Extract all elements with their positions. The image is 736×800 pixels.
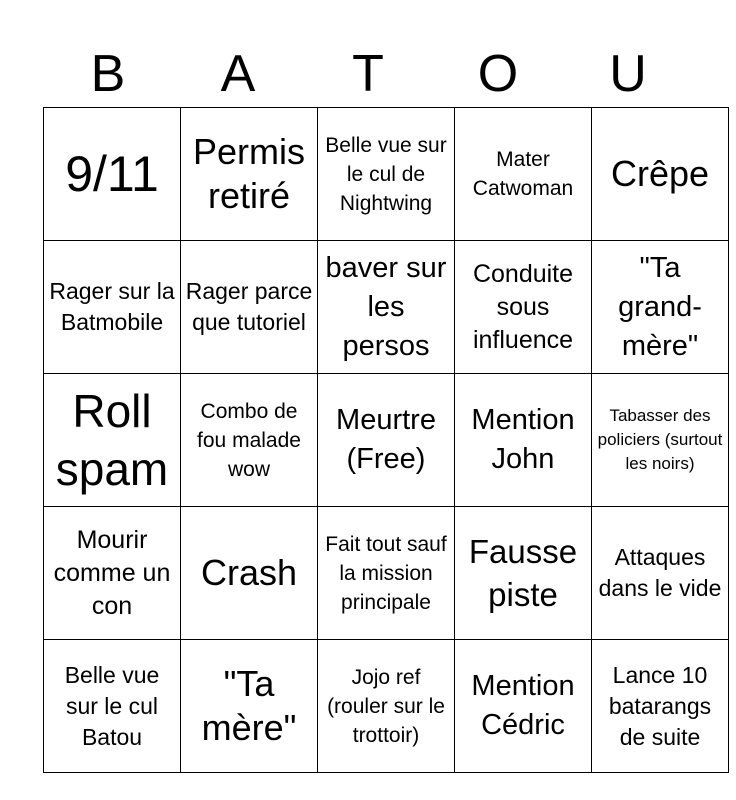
bingo-cell[interactable] [318, 241, 455, 374]
header-letter-a: A [220, 45, 256, 103]
cell-label: Attaques dans le vide [598, 544, 722, 601]
bingo-cell[interactable] [318, 507, 455, 640]
cell-label: Roll spam [55, 385, 169, 495]
bingo-cell[interactable] [318, 640, 455, 773]
cell-label: Rager parce que tutoriel [185, 278, 313, 335]
cell-label: Lance 10 batarangs de suite [608, 661, 712, 750]
bingo-cell[interactable] [455, 640, 592, 773]
bingo-cell[interactable] [318, 374, 455, 507]
board-row [44, 241, 729, 374]
cell-label: "Ta mère" [201, 663, 297, 748]
cell-label: Mourir comme un con [53, 525, 171, 620]
cell-label: Combo de fou malade wow [197, 399, 301, 481]
bingo-cell[interactable] [44, 241, 181, 374]
bingo-cell[interactable] [592, 507, 729, 640]
bingo-cell[interactable] [181, 507, 318, 640]
board-row [44, 108, 729, 241]
cell-label: Tabasser des policiers (surtout les noirs) [597, 406, 723, 473]
bingo-cell[interactable] [181, 640, 318, 773]
bingo-board [43, 107, 729, 773]
bingo-cell[interactable] [455, 374, 592, 507]
cell-label: Crash [200, 552, 298, 593]
cell-label: Crêpe [610, 153, 710, 194]
bingo-cell[interactable] [455, 241, 592, 374]
bingo-cell[interactable] [592, 108, 729, 241]
bingo-cell[interactable] [181, 108, 318, 241]
cell-label: baver sur les persos [325, 251, 447, 362]
bingo-cell[interactable] [181, 241, 318, 374]
header-letter-o: O [477, 45, 519, 103]
cell-label: 9/11 [65, 146, 159, 202]
cell-label: Mention John [471, 404, 575, 475]
cell-label: Permis retiré [192, 131, 305, 216]
bingo-cell[interactable] [318, 108, 455, 241]
header-letter-u: U [609, 45, 647, 103]
bingo-cell[interactable] [592, 374, 729, 507]
board-row [44, 507, 729, 640]
board-row [44, 374, 729, 507]
bingo-cell[interactable] [181, 374, 318, 507]
header-letter-t: T [352, 45, 384, 103]
cell-label: Fausse piste [468, 533, 578, 613]
bingo-cell[interactable] [592, 640, 729, 773]
board-row [44, 640, 729, 773]
cell-label: Fait tout sauf la mission principale [325, 532, 447, 614]
cell-label: Mention Cédric [471, 670, 575, 741]
bingo-cell[interactable] [455, 507, 592, 640]
cell-label: Belle vue sur le cul Batou [64, 661, 160, 750]
bingo-cell[interactable] [455, 108, 592, 241]
cell-label: Rager sur la Batmobile [49, 278, 175, 335]
header-letter-b: B [90, 45, 126, 103]
cell-label: Meurtre (Free) [336, 404, 436, 475]
bingo-cell[interactable] [44, 640, 181, 773]
bingo-cell[interactable] [592, 241, 729, 374]
bingo-header [43, 40, 693, 108]
bingo-cell[interactable] [44, 108, 181, 241]
bingo-cell[interactable] [44, 507, 181, 640]
cell-label: Belle vue sur le cul de Nightwing [325, 133, 447, 215]
cell-label: Mater Catwoman [472, 148, 574, 200]
cell-label: "Ta grand-mère" [618, 251, 702, 362]
bingo-cell[interactable] [44, 374, 181, 507]
cell-label: Conduite sous influence [472, 259, 574, 354]
cell-label: Jojo ref (rouler sur le trottoir) [327, 665, 445, 747]
